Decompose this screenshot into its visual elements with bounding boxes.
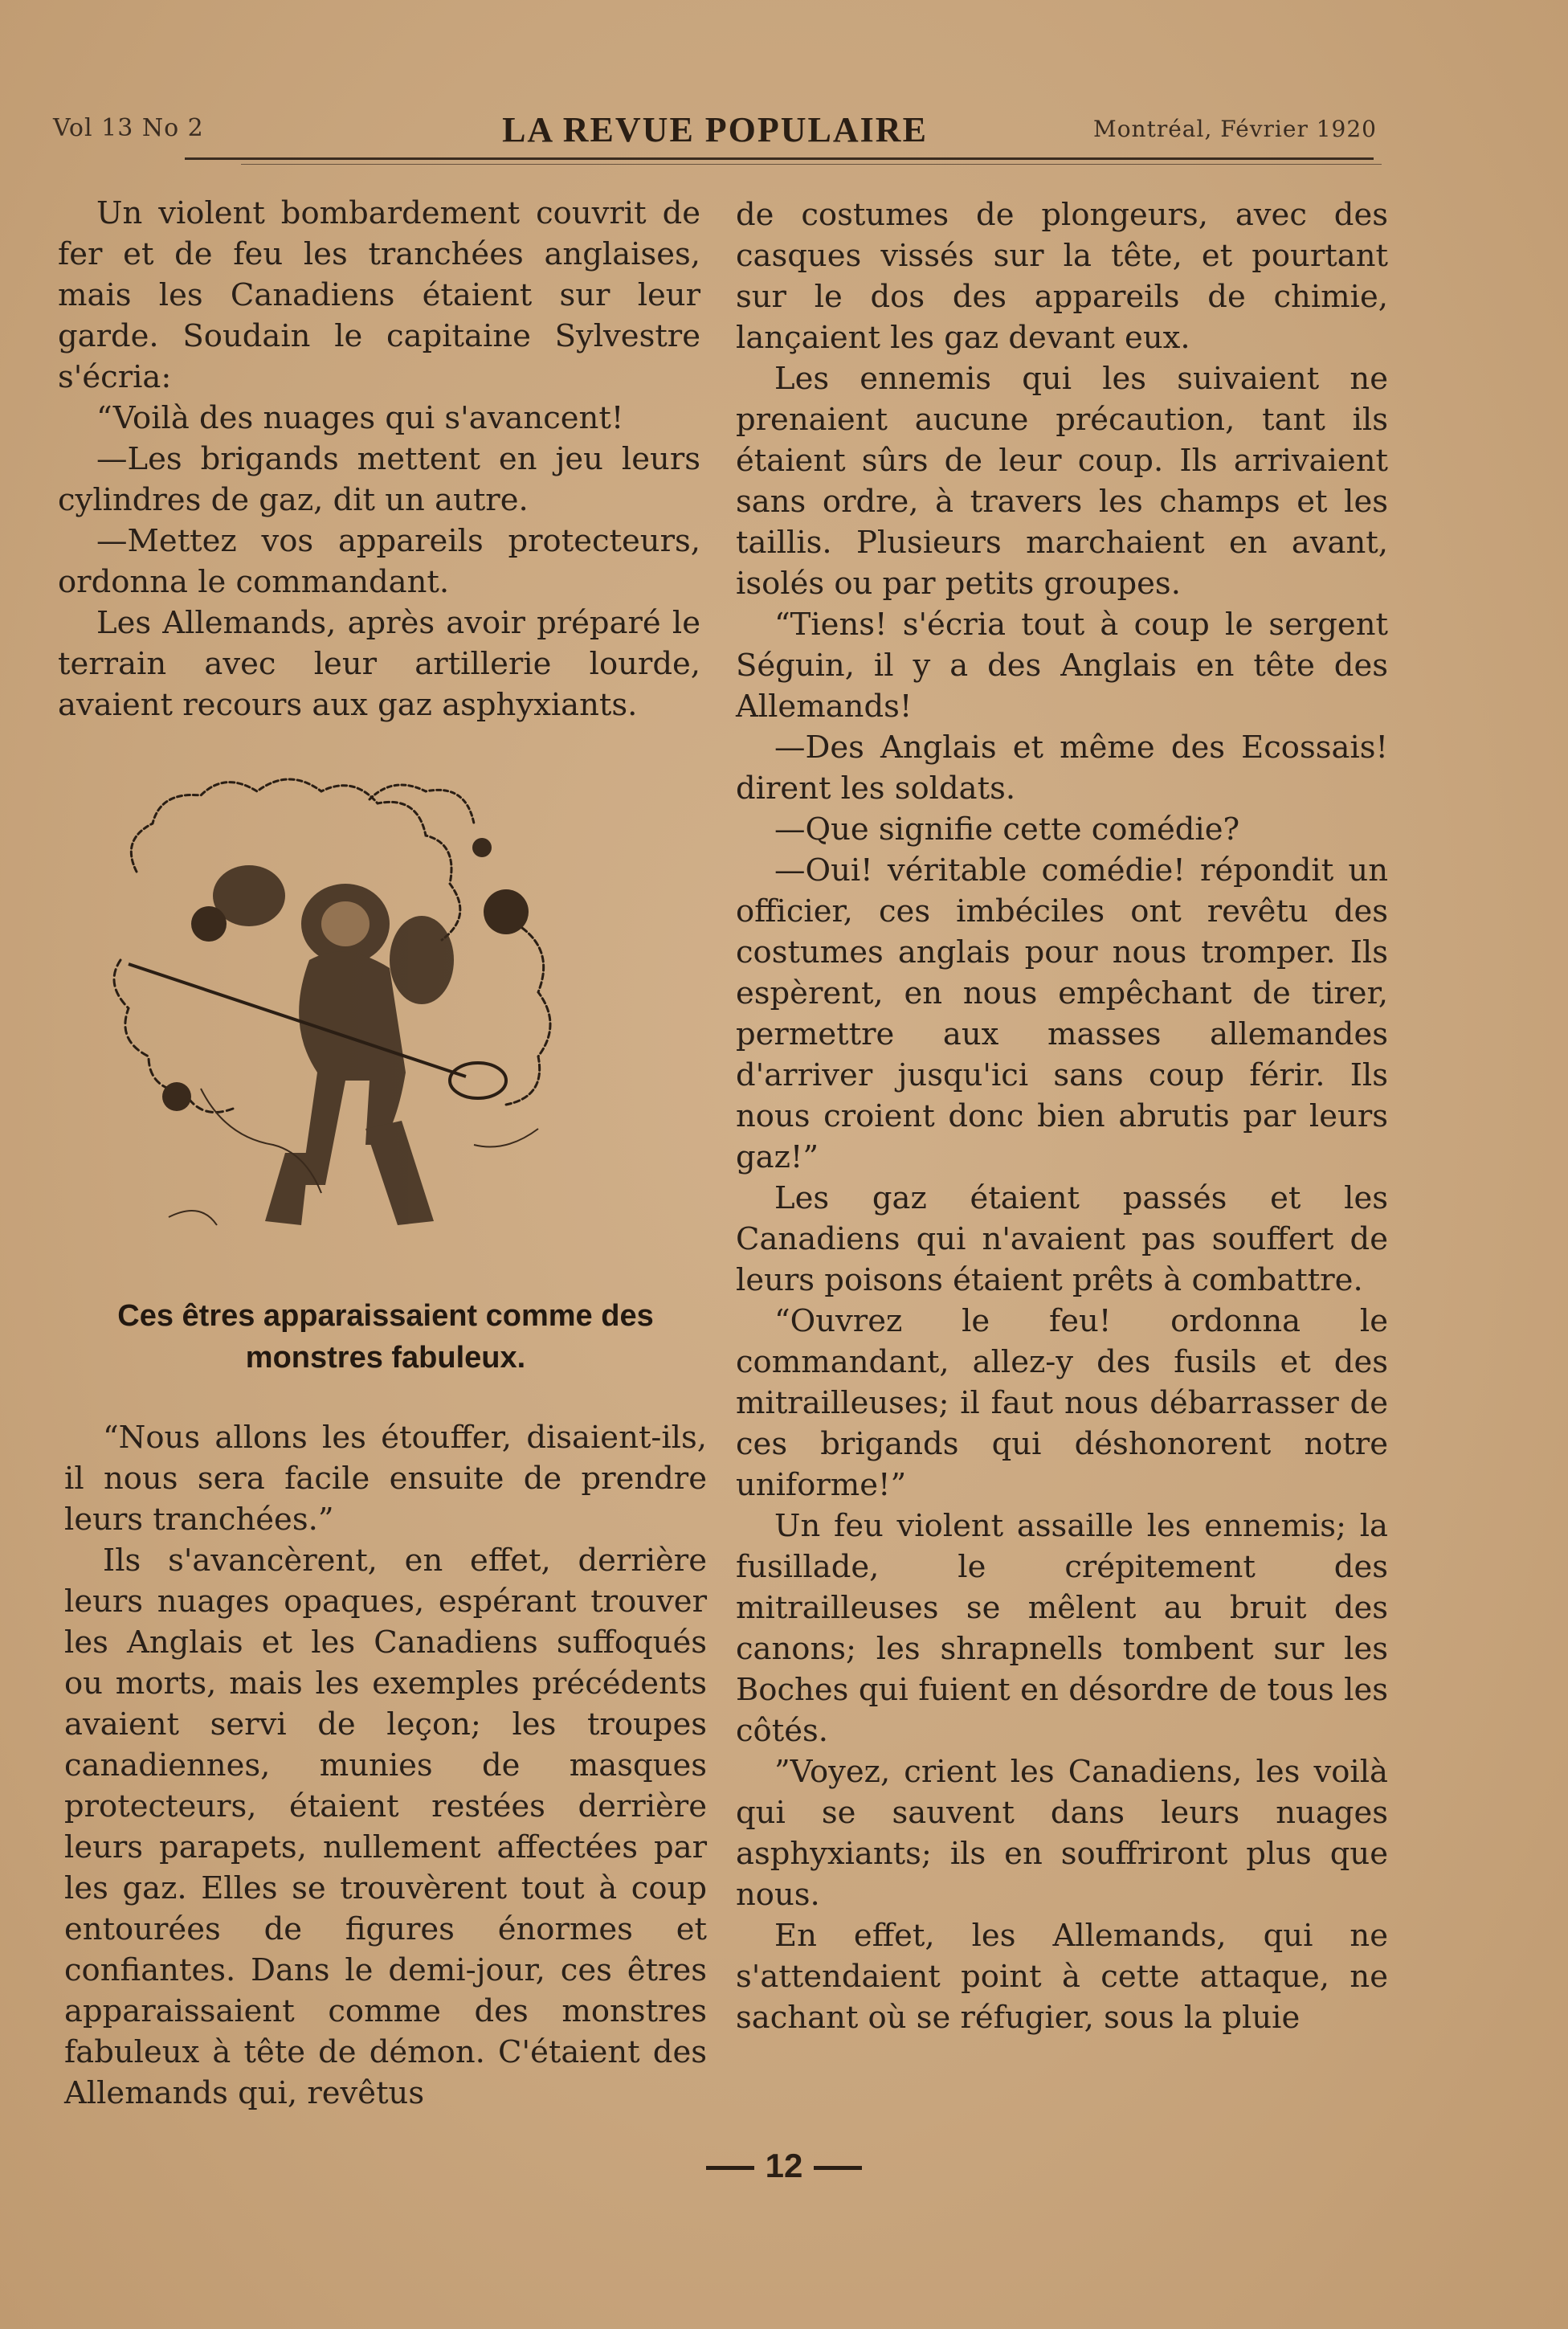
- paragraph: Un violent bombardement couvrit de fer et de feu les tranchées anglaises, mais les Canadiens étaient sur leur garde. Soudain le capitaine Sylvestre s'écria:: [58, 195, 700, 395]
- header-rule-thin: [241, 164, 1382, 165]
- left-column-top: [58, 193, 700, 725]
- right-column: [736, 194, 1388, 2038]
- header-rule: [185, 157, 1374, 160]
- paragraph: —Mettez vos appareils protecteurs, ordonna le commandant.: [58, 523, 700, 600]
- paragraph: “Ouvrez le feu! ordonna le commandant, allez-y des fusils et des mitrailleuses; il faut nous débarrasser de ces brigands qui déshonorent notre uniforme!”: [736, 1303, 1388, 1503]
- page-number: 12: [765, 2147, 803, 2184]
- paragraph: “Tiens! s'écria tout à coup le sergent Séguin, il y a des Anglais en tête des Allemands!: [736, 607, 1388, 725]
- paragraph: —Que signifie cette comédie?: [774, 811, 1240, 848]
- paragraph: Les Allemands, après avoir préparé le terrain avec leur artillerie lourde, avaient recours aux gaz asphyxiants.: [58, 605, 700, 723]
- paragraph: Les ennemis qui les suivaient ne prenaient aucune précaution, tant ils étaient sûrs de leur coup. Ils arrivaient sans ordre, à travers les champs et les taillis. Plusieurs marchaient en avant, isolés ou par petits groupes.: [736, 361, 1388, 602]
- paragraph: Ils s'avancèrent, en effet, derrière leurs nuages opaques, espérant trouver les Anglais et les Canadiens suffoqués ou morts, mais les exemples précédents avaient servi de leçon; les troupes canadiennes, munies de masques protecteurs, étaient restées derrière leurs parapets, nullement affectées par les gaz. Elles se trouvèrent tout à coup entourées de figures énormes et confiantes. Dans le demi-jour, ces êtres apparaissaient comme des monstres fabuleux à tête de démon. C'étaient des Allemands qui, revêtus: [64, 1542, 707, 2111]
- paragraph: Un feu violent assaille les ennemis; la fusillade, le crépitement des mitrailleuses se mêlent au bruit des canons; les shrapnells tombent sur les Boches qui fuient en désordre de tous les côtés.: [736, 1508, 1388, 1749]
- paragraph: ”Voyez, crient les Canadiens, les voilà qui se sauvent dans leurs nuages asphyxiants; ils en souffriront plus que nous.: [736, 1754, 1388, 1913]
- place-date: Montréal, Février 1920: [1093, 116, 1377, 142]
- paragraph: “Nous allons les étouffer, disaient-ils, il nous sera facile ensuite de prendre leurs tranchées.”: [64, 1420, 707, 1538]
- left-column-bottom: [64, 1417, 707, 2114]
- volume-issue: Vol 13 No 2: [53, 114, 204, 142]
- paragraph: —Oui! véritable comédie! répondit un officier, ces imbéciles ont revêtu des costumes anglais pour nous tromper. Ils espèrent, en nous empêchant de tirer, permettre aux masses allemandes d'arriver jusqu'ici sans coup férir. Ils nous croient donc bien abrutis par leurs gaz!”: [736, 852, 1388, 1175]
- page-footer: [0, 2147, 1568, 2185]
- paragraph: —Les brigands mettent en jeu leurs cylindres de gaz, dit un autre.: [58, 441, 700, 518]
- illustration-caption: Ces êtres apparaissaient comme des monstres fabuleux.: [117, 1299, 654, 1375]
- paragraph: Les gaz étaient passés et les Canadiens qui n'avaient pas souffert de leurs poisons étaient prêts à combattre.: [736, 1180, 1388, 1298]
- paragraph: En effet, les Allemands, qui ne s'attendaient point à cette attaque, ne sachant où se réfugier, sous la pluie: [736, 1918, 1388, 2036]
- magazine-title: LA REVUE POPULAIRE: [502, 110, 928, 149]
- illustration-gas-attack: [104, 751, 667, 1281]
- paragraph: de costumes de plongeurs, avec des casques vissés sur la tête, et pourtant sur le dos des appareils de chimie, lançaient les gaz devant eux.: [736, 197, 1388, 356]
- paragraph: “Voilà des nuages qui s'avancent!: [96, 400, 624, 436]
- paragraph: —Des Anglais et même des Ecossais! dirent les soldats.: [736, 729, 1388, 807]
- footer-dash-left: [706, 2166, 754, 2170]
- page-header: [53, 109, 1377, 157]
- footer-dash-right: [814, 2166, 862, 2170]
